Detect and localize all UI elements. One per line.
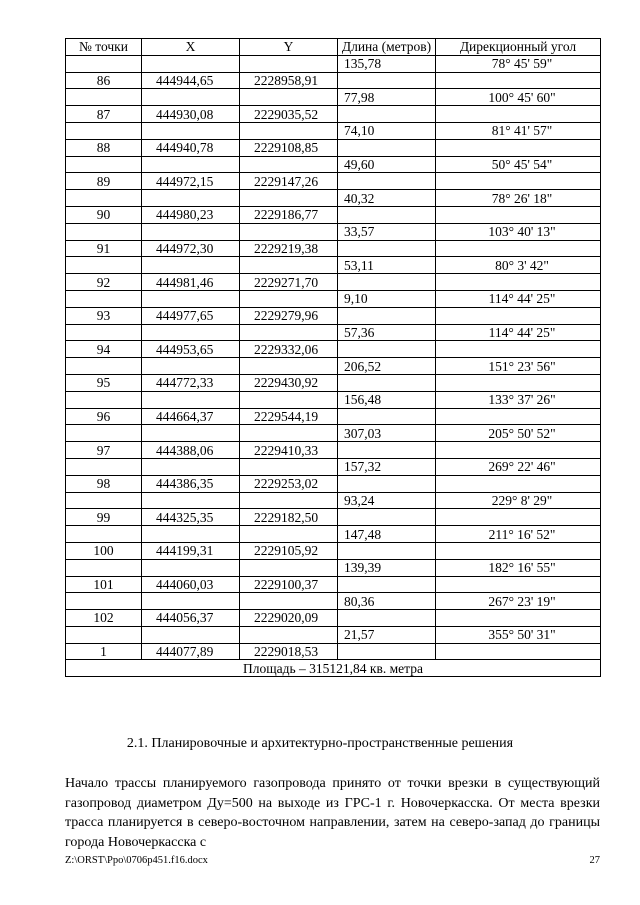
x-coordinate: 444972,30 (142, 240, 240, 257)
segment-row (66, 526, 601, 543)
header-length: Длина (метров) (338, 39, 436, 56)
x-coordinate: 444977,65 (142, 307, 240, 324)
empty-cell (338, 274, 436, 291)
empty-cell (66, 223, 142, 240)
point-number: 91 (66, 240, 142, 257)
direction-angle: 114° 44' 25" (436, 324, 601, 341)
y-coordinate: 2229186,77 (240, 206, 338, 223)
empty-cell (338, 307, 436, 324)
empty-cell (66, 190, 142, 207)
empty-cell (240, 492, 338, 509)
empty-cell (66, 290, 142, 307)
empty-cell (436, 139, 601, 156)
empty-cell (240, 458, 338, 475)
y-coordinate: 2229410,33 (240, 442, 338, 459)
empty-cell (436, 374, 601, 391)
empty-cell (436, 643, 601, 660)
empty-cell (66, 559, 142, 576)
point-row (66, 240, 601, 257)
empty-cell (436, 72, 601, 89)
point-row (66, 542, 601, 559)
segment-length: 156,48 (338, 391, 436, 408)
empty-cell (338, 408, 436, 425)
header-x: X (142, 39, 240, 56)
empty-cell (142, 324, 240, 341)
empty-cell (142, 358, 240, 375)
empty-cell (142, 559, 240, 576)
direction-angle: 78° 45' 59" (436, 55, 601, 72)
direction-angle: 355° 50' 31" (436, 626, 601, 643)
x-coordinate: 444930,08 (142, 106, 240, 123)
direction-angle: 229° 8' 29" (436, 492, 601, 509)
x-coordinate: 444388,06 (142, 442, 240, 459)
segment-row (66, 559, 601, 576)
table-header-row (66, 39, 601, 56)
empty-cell (142, 425, 240, 442)
x-coordinate: 444980,23 (142, 206, 240, 223)
segment-row (66, 156, 601, 173)
y-coordinate: 2229035,52 (240, 106, 338, 123)
x-coordinate: 444972,15 (142, 173, 240, 190)
x-coordinate: 444940,78 (142, 139, 240, 156)
point-row (66, 307, 601, 324)
segment-length: 33,57 (338, 223, 436, 240)
direction-angle: 78° 26' 18" (436, 190, 601, 207)
segment-row (66, 626, 601, 643)
empty-cell (240, 391, 338, 408)
segment-row (66, 458, 601, 475)
empty-cell (338, 643, 436, 660)
point-row (66, 274, 601, 291)
x-coordinate: 444386,35 (142, 475, 240, 492)
y-coordinate: 2229020,09 (240, 610, 338, 627)
segment-row (66, 425, 601, 442)
empty-cell (338, 206, 436, 223)
segment-length: 53,11 (338, 257, 436, 274)
empty-cell (338, 341, 436, 358)
empty-cell (338, 576, 436, 593)
point-row (66, 475, 601, 492)
segment-length: 21,57 (338, 626, 436, 643)
header-point-number: № точки (66, 39, 142, 56)
segment-length: 206,52 (338, 358, 436, 375)
table-body (66, 55, 601, 660)
point-row (66, 442, 601, 459)
direction-angle: 100° 45' 60" (436, 89, 601, 106)
empty-cell (240, 190, 338, 207)
empty-cell (66, 358, 142, 375)
point-row (66, 509, 601, 526)
y-coordinate: 2229108,85 (240, 139, 338, 156)
point-number: 96 (66, 408, 142, 425)
empty-cell (66, 324, 142, 341)
segment-length: 93,24 (338, 492, 436, 509)
point-row (66, 576, 601, 593)
empty-cell (142, 55, 240, 72)
direction-angle: 103° 40' 13" (436, 223, 601, 240)
point-row (66, 610, 601, 627)
point-row (66, 206, 601, 223)
segment-length: 77,98 (338, 89, 436, 106)
empty-cell (436, 610, 601, 627)
empty-cell (240, 290, 338, 307)
empty-cell (338, 442, 436, 459)
point-number: 88 (66, 139, 142, 156)
empty-cell (240, 526, 338, 543)
point-number: 98 (66, 475, 142, 492)
empty-cell (240, 358, 338, 375)
direction-angle: 269° 22' 46" (436, 458, 601, 475)
point-number: 101 (66, 576, 142, 593)
empty-cell (66, 89, 142, 106)
footer-file-path: Z:\ORST\Ppo\0706p451.f16.docx (65, 855, 208, 866)
point-row (66, 341, 601, 358)
empty-cell (66, 626, 142, 643)
y-coordinate: 2229182,50 (240, 509, 338, 526)
empty-cell (142, 526, 240, 543)
empty-cell (66, 492, 142, 509)
x-coordinate: 444199,31 (142, 542, 240, 559)
empty-cell (240, 55, 338, 72)
empty-cell (240, 223, 338, 240)
empty-cell (436, 442, 601, 459)
x-coordinate: 444772,33 (142, 374, 240, 391)
empty-cell (240, 324, 338, 341)
segment-row (66, 593, 601, 610)
x-coordinate: 444981,46 (142, 274, 240, 291)
empty-cell (66, 425, 142, 442)
empty-cell (142, 257, 240, 274)
point-number: 97 (66, 442, 142, 459)
direction-angle: 267° 23' 19" (436, 593, 601, 610)
empty-cell (142, 492, 240, 509)
direction-angle: 80° 3' 42" (436, 257, 601, 274)
segment-length: 74,10 (338, 122, 436, 139)
x-coordinate: 444953,65 (142, 341, 240, 358)
empty-cell (142, 290, 240, 307)
segment-row (66, 391, 601, 408)
empty-cell (338, 72, 436, 89)
segment-row (66, 324, 601, 341)
direction-angle: 182° 16' 55" (436, 559, 601, 576)
y-coordinate: 2229544,19 (240, 408, 338, 425)
point-row (66, 139, 601, 156)
empty-cell (338, 106, 436, 123)
empty-cell (436, 408, 601, 425)
y-coordinate: 2229253,02 (240, 475, 338, 492)
empty-cell (240, 122, 338, 139)
empty-cell (240, 257, 338, 274)
empty-cell (436, 475, 601, 492)
empty-cell (436, 206, 601, 223)
y-coordinate: 2228958,91 (240, 72, 338, 89)
empty-cell (338, 509, 436, 526)
segment-row (66, 290, 601, 307)
segment-row (66, 55, 601, 72)
direction-angle: 211° 16' 52" (436, 526, 601, 543)
empty-cell (338, 542, 436, 559)
point-number: 87 (66, 106, 142, 123)
empty-cell (338, 240, 436, 257)
segment-row (66, 223, 601, 240)
point-row (66, 374, 601, 391)
area-total: Площадь – 315121,84 кв. метра (66, 660, 601, 677)
segment-length: 49,60 (338, 156, 436, 173)
empty-cell (142, 89, 240, 106)
segment-row (66, 257, 601, 274)
y-coordinate: 2229279,96 (240, 307, 338, 324)
x-coordinate: 444077,89 (142, 643, 240, 660)
y-coordinate: 2229219,38 (240, 240, 338, 257)
point-number: 100 (66, 542, 142, 559)
empty-cell (436, 240, 601, 257)
empty-cell (436, 274, 601, 291)
empty-cell (338, 374, 436, 391)
empty-cell (240, 89, 338, 106)
empty-cell (66, 458, 142, 475)
empty-cell (142, 156, 240, 173)
direction-angle: 133° 37' 26" (436, 391, 601, 408)
direction-angle: 81° 41' 57" (436, 122, 601, 139)
empty-cell (240, 559, 338, 576)
segment-length: 147,48 (338, 526, 436, 543)
segment-length: 57,36 (338, 324, 436, 341)
body-paragraph: Начало трассы планируемого газопровода принято от точки врезки в существующий газопровод диаметром Ду=500 на выходе из ГРС-1 г. Новочеркасска. От места врезки трасса планируется в северо-восточном направлении, затем на северо-запад до границы города Новочеркасска с (65, 776, 600, 850)
y-coordinate: 2229430,92 (240, 374, 338, 391)
y-coordinate: 2229100,37 (240, 576, 338, 593)
empty-cell (142, 626, 240, 643)
empty-cell (436, 576, 601, 593)
point-number: 95 (66, 374, 142, 391)
empty-cell (436, 307, 601, 324)
direction-angle: 151° 23' 56" (436, 358, 601, 375)
segment-row (66, 358, 601, 375)
segment-row (66, 190, 601, 207)
empty-cell (436, 341, 601, 358)
coordinates-table (65, 38, 601, 677)
segment-length: 40,32 (338, 190, 436, 207)
y-coordinate: 2229147,26 (240, 173, 338, 190)
y-coordinate: 2229105,92 (240, 542, 338, 559)
point-number: 102 (66, 610, 142, 627)
empty-cell (142, 190, 240, 207)
x-coordinate: 444060,03 (142, 576, 240, 593)
point-number: 86 (66, 72, 142, 89)
point-row (66, 408, 601, 425)
point-number: 92 (66, 274, 142, 291)
segment-row (66, 122, 601, 139)
empty-cell (436, 542, 601, 559)
segment-length: 157,32 (338, 458, 436, 475)
area-row (66, 660, 601, 677)
segment-length: 139,39 (338, 559, 436, 576)
header-y: Y (240, 39, 338, 56)
segment-length: 135,78 (338, 55, 436, 72)
segment-length: 9,10 (338, 290, 436, 307)
empty-cell (338, 475, 436, 492)
point-row (66, 106, 601, 123)
point-number: 90 (66, 206, 142, 223)
header-direction-angle: Дирекционный угол (436, 39, 601, 56)
y-coordinate: 2229271,70 (240, 274, 338, 291)
empty-cell (436, 509, 601, 526)
empty-cell (338, 610, 436, 627)
empty-cell (66, 55, 142, 72)
empty-cell (142, 458, 240, 475)
empty-cell (66, 156, 142, 173)
empty-cell (142, 122, 240, 139)
empty-cell (338, 139, 436, 156)
segment-length: 307,03 (338, 425, 436, 442)
empty-cell (66, 257, 142, 274)
point-number: 94 (66, 341, 142, 358)
point-number: 1 (66, 643, 142, 660)
empty-cell (436, 106, 601, 123)
point-number: 99 (66, 509, 142, 526)
empty-cell (142, 593, 240, 610)
point-number: 93 (66, 307, 142, 324)
point-row (66, 173, 601, 190)
direction-angle: 205° 50' 52" (436, 425, 601, 442)
segment-length: 80,36 (338, 593, 436, 610)
direction-angle: 114° 44' 25" (436, 290, 601, 307)
y-coordinate: 2229332,06 (240, 341, 338, 358)
segment-row (66, 492, 601, 509)
segment-row (66, 89, 601, 106)
empty-cell (240, 156, 338, 173)
empty-cell (338, 173, 436, 190)
empty-cell (142, 391, 240, 408)
empty-cell (240, 593, 338, 610)
direction-angle: 50° 45' 54" (436, 156, 601, 173)
x-coordinate: 444056,37 (142, 610, 240, 627)
empty-cell (240, 425, 338, 442)
empty-cell (66, 122, 142, 139)
empty-cell (66, 391, 142, 408)
empty-cell (66, 526, 142, 543)
empty-cell (66, 593, 142, 610)
y-coordinate: 2229018,53 (240, 643, 338, 660)
empty-cell (240, 626, 338, 643)
x-coordinate: 444325,35 (142, 509, 240, 526)
x-coordinate: 444664,37 (142, 408, 240, 425)
empty-cell (436, 173, 601, 190)
point-row (66, 643, 601, 660)
empty-cell (142, 223, 240, 240)
point-row (66, 72, 601, 89)
x-coordinate: 444944,65 (142, 72, 240, 89)
page-number: 27 (589, 855, 600, 866)
section-heading: 2.1. Планировочные и архитектурно-пространственные решения (126, 736, 514, 751)
point-number: 89 (66, 173, 142, 190)
